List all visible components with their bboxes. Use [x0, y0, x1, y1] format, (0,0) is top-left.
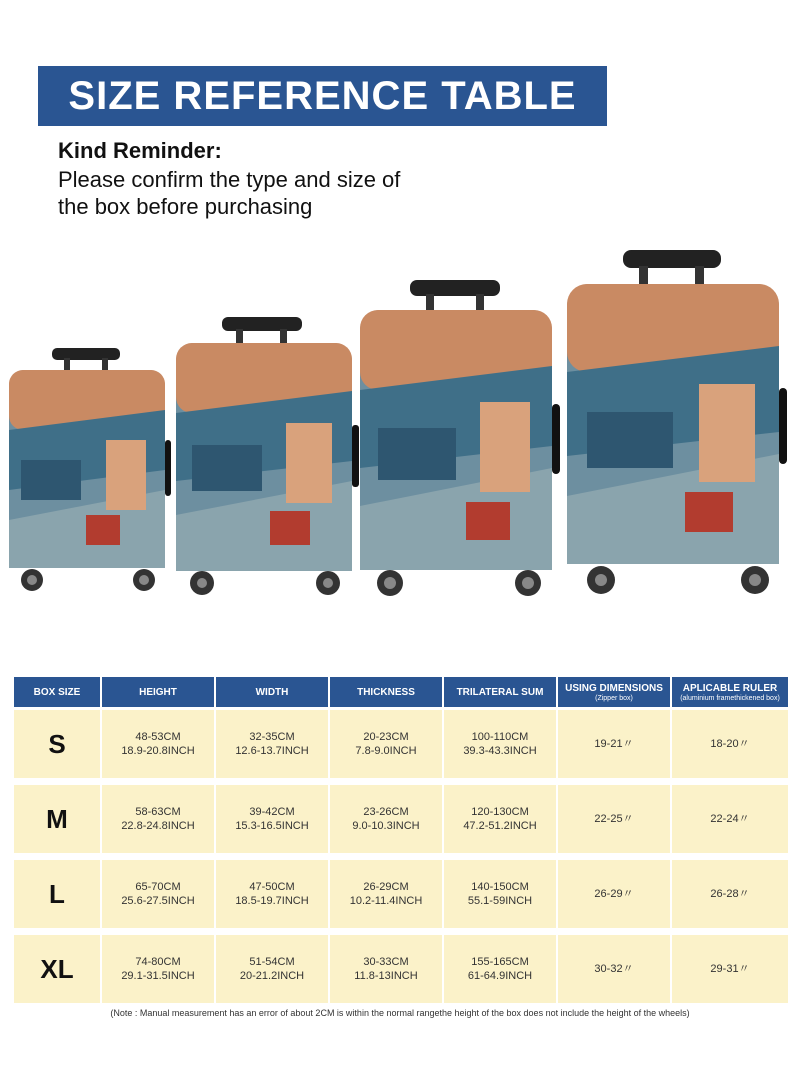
cell-applicable-ruler: 26-28〃 — [672, 860, 788, 935]
width-inch: 12.6-13.7INCH — [235, 745, 309, 757]
height-inch: 22.8-24.8INCH — [121, 820, 195, 832]
width-cm: 47-50CM — [249, 881, 295, 893]
width-cm: 39-42CM — [249, 806, 295, 818]
cell-trilateral — [444, 935, 556, 1010]
thickness-cm: 23-26CM — [363, 806, 409, 818]
width-inch: 15.3-16.5INCH — [235, 820, 309, 832]
cell-thickness — [330, 785, 442, 860]
height-cm: 58-63CM — [135, 806, 181, 818]
kind-reminder — [58, 138, 400, 220]
suitcase-image-l — [358, 278, 564, 600]
cell-thickness — [330, 707, 442, 785]
cell-using-dimensions: 26-29〃 — [558, 860, 670, 935]
row-size: M — [14, 785, 100, 860]
cell-height — [102, 785, 214, 860]
row-size: L — [14, 860, 100, 935]
cell-height — [102, 707, 214, 785]
cell-trilateral — [444, 860, 556, 935]
trilateral-cm: 120-130CM — [471, 806, 529, 818]
cell-thickness — [330, 860, 442, 935]
header-height: HEIGHT — [102, 677, 214, 707]
cell-width — [216, 860, 328, 935]
header-applicable-ruler — [672, 677, 788, 707]
title-banner — [38, 66, 607, 126]
cell-width — [216, 935, 328, 1010]
trilateral-cm: 100-110CM — [471, 731, 529, 743]
thickness-inch: 11.8-13INCH — [354, 970, 418, 982]
width-cm: 32-35CM — [249, 731, 295, 743]
table-row — [14, 785, 788, 860]
cell-width — [216, 707, 328, 785]
trilateral-cm: 155-165CM — [471, 956, 529, 968]
page-title: SIZE REFERENCE TABLE — [68, 73, 577, 118]
thickness-inch: 7.8-9.0INCH — [355, 745, 417, 757]
height-cm: 65-70CM — [135, 881, 181, 893]
header-using-label: USING DIMENSIONS — [565, 682, 663, 694]
trilateral-inch: 47.2-51.2INCH — [463, 820, 537, 832]
size-table — [12, 677, 790, 1010]
reminder-line-2: the box before purchasing — [58, 194, 313, 219]
cell-applicable-ruler: 18-20〃 — [672, 707, 788, 785]
suitcase-image-xl — [565, 248, 790, 598]
table-row — [14, 935, 788, 1010]
thickness-inch: 10.2-11.4INCH — [349, 895, 423, 907]
trilateral-inch: 55.1-59INCH — [467, 895, 533, 907]
cell-height — [102, 935, 214, 1010]
cell-width — [216, 785, 328, 860]
reminder-line-1: Please confirm the type and size of — [58, 167, 401, 192]
suitcase-image-s — [6, 340, 172, 598]
suitcase-image-m — [174, 315, 359, 599]
height-cm: 48-53CM — [135, 731, 181, 743]
cell-thickness — [330, 935, 442, 1010]
row-size: S — [14, 707, 100, 785]
luggage-illustration-row — [0, 240, 800, 610]
header-thickness: THICKNESS — [330, 677, 442, 707]
table-row — [14, 860, 788, 935]
cell-using-dimensions: 22-25〃 — [558, 785, 670, 860]
header-using-sub: (Zipper box) — [595, 694, 633, 702]
cell-applicable-ruler: 22-24〃 — [672, 785, 788, 860]
width-cm: 51-54CM — [249, 956, 295, 968]
header-ruler-label: APLICABLE RULER — [682, 682, 778, 694]
width-inch: 20-21.2INCH — [239, 970, 305, 982]
height-inch: 18.9-20.8INCH — [121, 745, 195, 757]
row-size: XL — [14, 935, 100, 1010]
header-width: WIDTH — [216, 677, 328, 707]
header-ruler-sub: (aluminium framethickened box) — [680, 694, 780, 702]
thickness-cm: 20-23CM — [363, 731, 409, 743]
header-using-dimensions — [558, 677, 670, 707]
thickness-inch: 9.0-10.3INCH — [352, 820, 420, 832]
trilateral-cm: 140-150CM — [471, 881, 529, 893]
trilateral-inch: 61-64.9INCH — [467, 970, 533, 982]
table-header-row — [14, 677, 788, 707]
cell-using-dimensions: 30-32〃 — [558, 935, 670, 1010]
reminder-heading: Kind Reminder: — [58, 138, 222, 163]
thickness-cm: 26-29CM — [363, 881, 409, 893]
trilateral-inch: 39.3-43.3INCH — [463, 745, 537, 757]
table-row — [14, 707, 788, 785]
measurement-note: (Note : Manual measurement has an error of about 2CM is within the normal rangethe height of the box does not include the height of the wheels) — [110, 1008, 690, 1018]
cell-applicable-ruler: 29-31〃 — [672, 935, 788, 1010]
header-box-size: BOX SIZE — [14, 677, 100, 707]
cell-using-dimensions: 19-21〃 — [558, 707, 670, 785]
height-cm: 74-80CM — [135, 956, 181, 968]
height-inch: 29.1-31.5INCH — [121, 970, 195, 982]
header-trilateral-sum: TRILATERAL SUM — [444, 677, 556, 707]
width-inch: 18.5-19.7INCH — [235, 895, 309, 907]
thickness-cm: 30-33CM — [363, 956, 409, 968]
height-inch: 25.6-27.5INCH — [121, 895, 195, 907]
cell-trilateral — [444, 785, 556, 860]
cell-trilateral — [444, 707, 556, 785]
cell-height — [102, 860, 214, 935]
